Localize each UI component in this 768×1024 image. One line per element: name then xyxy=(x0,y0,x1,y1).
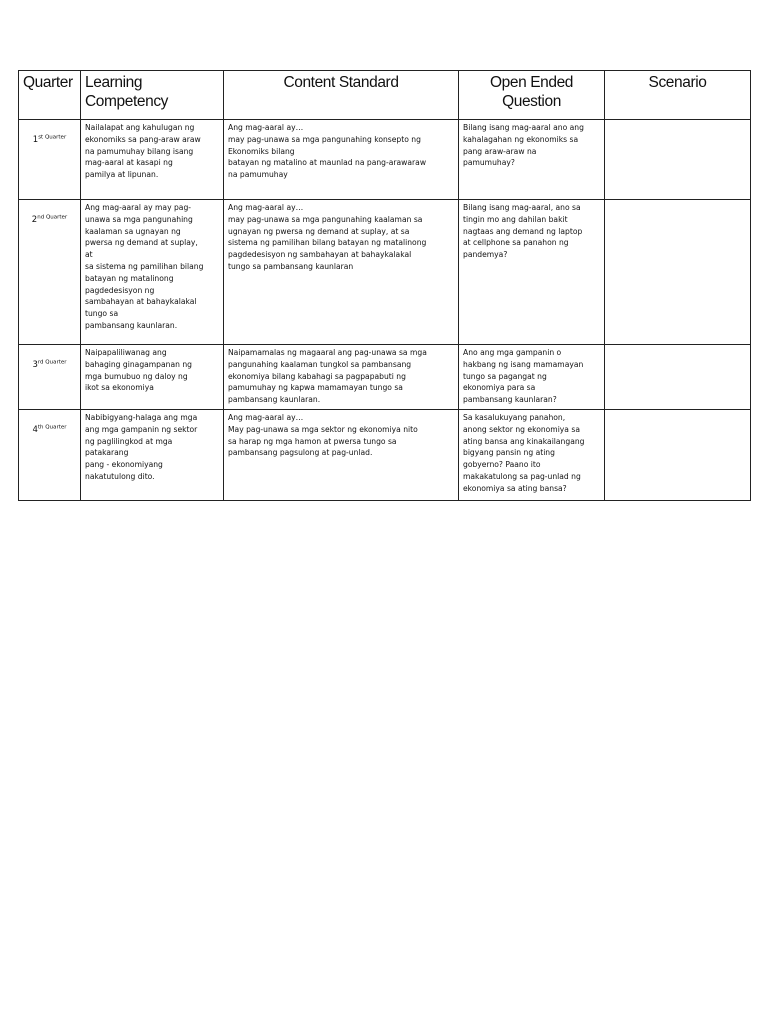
content-standard-cell: Ang mag-aaral ay… May pag-unawa sa mga sektor ng ekonomiya nito sa harap ng mga hamon at pwersa tungo sa pambansang pagsulong at pag-unlad. xyxy=(224,410,459,501)
quarter-cell xyxy=(19,200,81,345)
quarter-cell xyxy=(19,345,81,410)
quarter-number: 2 xyxy=(31,214,38,225)
quarter-suffix: nd Quarter xyxy=(37,214,68,221)
content-standard-cell: Ang mag-aaral ay… may pag-unawa sa mga pangunahing kaalaman sa ugnayan ng pwersa ng demand at suplay, at sa sistema ng pamilihan bilang batayan ng matalinong pagdedesisyon ng sambahayan at bahaykalakal tungo sa pambansang kaunlaran xyxy=(224,200,459,345)
learning-competency-cell: Nabibigyang-halaga ang mga ang mga gampanin ng sektor ng paglilingkod at mga patakarang pang - ekonomiyang nakatutulong dito. xyxy=(81,410,224,501)
quarter-number: 3 xyxy=(32,359,38,370)
content-standard-cell: Ang mag-aaral ay… may pag-unawa sa mga pangunahing konsepto ng Ekonomiks bilang batayan ng matalino at maunlad na pang-arawaraw na pamumuhay xyxy=(224,120,459,200)
scenario-cell xyxy=(605,120,751,200)
header-learning-competency: Learning Competency xyxy=(81,71,224,120)
table-row xyxy=(19,200,751,345)
header-content-standard: Content Standard xyxy=(224,71,459,120)
open-ended-question-cell: Bilang isang mag-aaral ano ang kahalagahan ng ekonomiks sa pang araw-araw na pamumuhay? xyxy=(459,120,605,200)
content-standard-cell: Naipamamalas ng magaaral ang pag-unawa sa mga pangunahing kaalaman tungkol sa pambansang ekonomiya bilang kabahagi sa pagpapabuti ng pamumuhay ng kapwa mamamayan tungo sa pambansang kaunlaran. xyxy=(224,345,459,410)
quarter-cell xyxy=(19,120,81,200)
open-ended-question-cell: Bilang isang mag-aaral, ano sa tingin mo ang dahilan bakit nagtaas ang demand ng laptop at cellphone sa panahon ng pandemya? xyxy=(459,200,605,345)
table-header-row xyxy=(19,71,751,120)
open-ended-question-cell: Ano ang mga gampanin o hakbang ng isang mamamayan tungo sa pagangat ng ekonomiya para sa pambansang kaunlaran? xyxy=(459,345,605,410)
table-row xyxy=(19,120,751,200)
table-row xyxy=(19,410,751,501)
open-ended-question-cell: Sa kasalukuyang panahon, anong sektor ng ekonomiya sa ating bansa ang kinakailangang bigyang pansin ng ating gobyerno? Paano ito makakatulong sa pag-unlad ng ekonomiya sa ating bansa? xyxy=(459,410,605,501)
quarter-number: 4 xyxy=(32,424,38,435)
quarter-number: 1 xyxy=(32,134,39,145)
quarter-suffix: rd Quarter xyxy=(37,359,67,366)
scenario-cell xyxy=(605,200,751,345)
quarter-suffix: st Quarter xyxy=(38,134,67,141)
quarter-cell xyxy=(19,410,81,501)
quarter-suffix: th Quarter xyxy=(37,424,67,431)
header-scenario: Scenario xyxy=(605,71,751,120)
learning-competency-cell: Nailalapat ang kahulugan ng ekonomiks sa pang-araw araw na pamumuhay bilang isang mag-aaral at kasapi ng pamilya at lipunan. xyxy=(81,120,224,200)
scenario-cell xyxy=(605,345,751,410)
scenario-cell xyxy=(605,410,751,501)
header-open-ended-question: Open Ended Question xyxy=(459,71,605,120)
table-row xyxy=(19,345,751,410)
learning-competency-cell: Naipapaliliwanag ang bahaging ginagampanan ng mga bumubuo ng daloy ng ikot sa ekonomiya xyxy=(81,345,224,410)
header-quarter: Quarter xyxy=(19,71,81,120)
curriculum-table xyxy=(18,70,751,501)
learning-competency-cell: Ang mag-aaral ay may pag- unawa sa mga pangunahing kaalaman sa ugnayan ng pwersa ng demand at suplay, at sa sistema ng pamilihan bilang batayan ng matalinong pagdedesisyon ng sambahayan at bahaykalakal tungo sa pambansang kaunlaran. xyxy=(81,200,224,345)
